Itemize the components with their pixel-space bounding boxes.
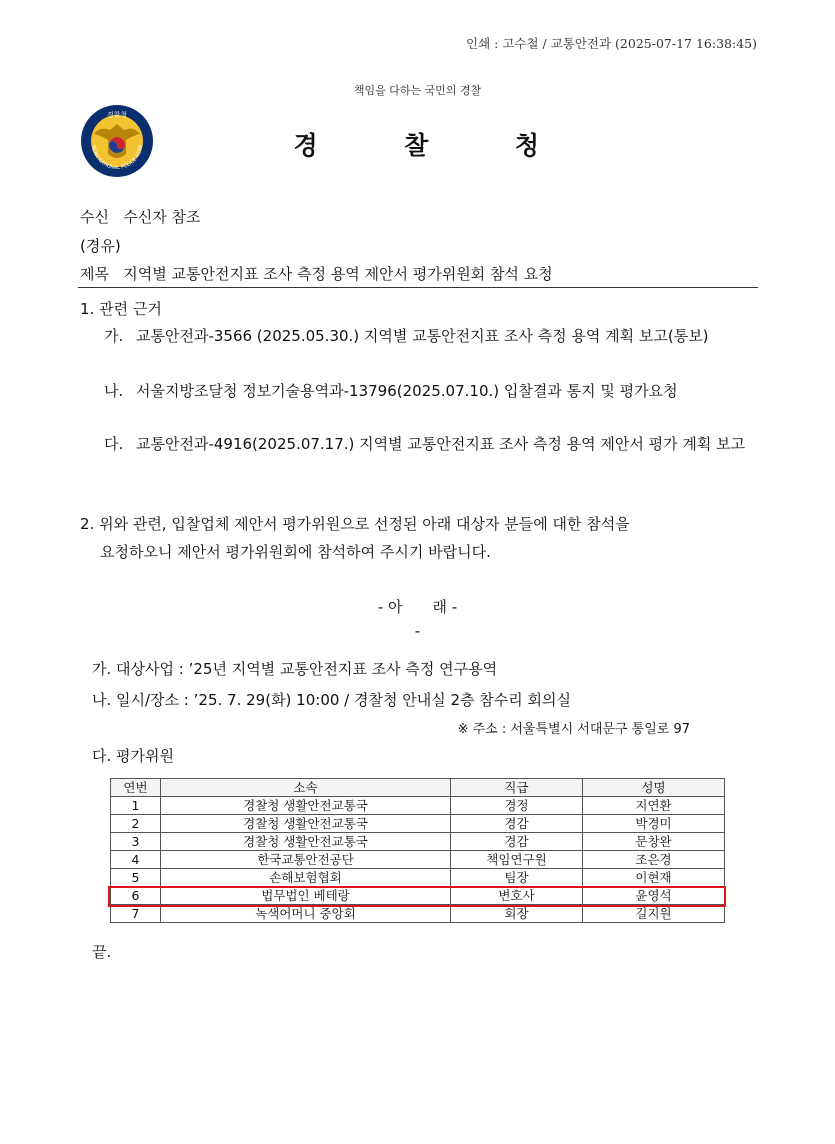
cell-name: 지연환 <box>583 797 725 815</box>
section2-line-2: 요청하오니 제안서 평가위원회에 참석하여 주시기 바랍니다. <box>100 543 491 561</box>
recipient-value: 수신자 참조 <box>123 208 201 226</box>
item-label: 나. <box>104 382 124 400</box>
section1-item-2 <box>104 377 764 405</box>
section1-title: 1. 관련 근거 <box>80 300 162 318</box>
item-label: 가. <box>104 327 124 345</box>
cell-number: 4 <box>111 851 161 869</box>
cell-position: 책임연구원 <box>451 851 583 869</box>
cell-position: 팀장 <box>451 869 583 887</box>
cell-position: 경감 <box>451 815 583 833</box>
header-number: 연번 <box>111 779 161 797</box>
cell-affiliation: 한국교통안전공단 <box>161 851 451 869</box>
print-info: 인쇄 : 고수철 / 교통안전과 (2025-07-17 16:38:45) <box>466 36 757 51</box>
table-row <box>111 797 725 815</box>
table-header-row <box>111 779 725 797</box>
agency-char-1: 경 <box>293 131 321 160</box>
cell-name: 박경미 <box>583 815 725 833</box>
committee-label: 다. 평가위원 <box>92 747 174 765</box>
below-dash: - <box>414 622 421 640</box>
cell-affiliation: 법무법인 베테랑 <box>161 887 451 905</box>
address-note: ※ 주소 : 서울특별시 서대문구 통일로 97 <box>457 722 690 737</box>
cell-position: 회장 <box>451 905 583 923</box>
section1-item-1 <box>104 322 764 350</box>
row-highlight-box <box>108 886 726 907</box>
header-divider <box>78 287 758 288</box>
project-value: ’25년 지역별 교통안전지표 조사 측정 연구용역 <box>188 660 498 678</box>
below-title: - 아 래 - <box>377 598 458 616</box>
cell-name: 길지원 <box>583 905 725 923</box>
table-row <box>111 833 725 851</box>
table-row <box>111 815 725 833</box>
header-name: 성명 <box>583 779 725 797</box>
project-line <box>92 655 497 683</box>
cell-position: 경감 <box>451 833 583 851</box>
recipient-label: 수신 <box>80 208 109 226</box>
cell-position: 변호사 <box>451 887 583 905</box>
section2-line-1: 2. 위와 관련, 입찰업체 제안서 평가위원으로 선정된 아래 대상자 분들에 대한 참석을 <box>80 515 630 533</box>
cell-name: 조은경 <box>583 851 725 869</box>
subject-line <box>80 263 553 284</box>
logo-top-text: 경찰청 <box>106 111 128 119</box>
cell-name: 문창완 <box>583 833 725 851</box>
header-position: 직급 <box>451 779 583 797</box>
cell-affiliation: 경찰청 생활안전교통국 <box>161 833 451 851</box>
cell-number: 1 <box>111 797 161 815</box>
project-label: 가. 대상사업 : <box>92 660 184 678</box>
subject-value: 지역별 교통안전지표 조사 측정 용역 제안서 평가위원회 참석 요청 <box>123 265 553 283</box>
cell-number: 6 <box>111 887 161 905</box>
logo-ring-text: REAN NATIONAL POLICE AGEN <box>89 144 145 172</box>
subject-label: 제목 <box>80 265 109 283</box>
agency-char-2: 찰 <box>404 131 431 160</box>
header-affiliation: 소속 <box>161 779 451 797</box>
item-label: 다. <box>104 435 124 453</box>
cell-number: 2 <box>111 815 161 833</box>
slogan: 책임을 다하는 국민의 경찰 <box>353 84 482 97</box>
table-row <box>111 869 725 887</box>
table-row <box>111 905 725 923</box>
schedule-value: ’25. 7. 29(화) 10:00 / 경찰청 안내실 2층 참수리 회의실 <box>193 691 571 709</box>
cell-number: 3 <box>111 833 161 851</box>
schedule-label: 나. 일시/장소 : <box>92 691 189 709</box>
cell-number: 5 <box>111 869 161 887</box>
closing-text: 끝. <box>92 943 112 961</box>
cell-name: 이현재 <box>583 869 725 887</box>
section1-item-3 <box>104 430 764 458</box>
recipient-line <box>80 206 201 227</box>
item-text: 교통안전과-3566 (2025.05.30.) 지역별 교통안전지표 조사 측정 용역 계획 보고(통보) <box>136 327 709 345</box>
cell-affiliation: 녹색어머니 중앙회 <box>161 905 451 923</box>
item-text: 교통안전과-4916(2025.07.17.) 지역별 교통안전지표 조사 측정 용역 제안서 평가 계획 보고 <box>136 435 746 453</box>
table-row <box>111 851 725 869</box>
via-line: (경유) <box>80 237 121 255</box>
cell-affiliation: 경찰청 생활안전교통국 <box>161 815 451 833</box>
schedule-line <box>92 686 571 714</box>
item-text: 서울지방조달청 정보기술용역과-13796(2025.07.10.) 입찰결과 통지 및 평가요청 <box>136 382 678 400</box>
cell-affiliation: 손해보험협회 <box>161 869 451 887</box>
agency-title <box>0 126 835 162</box>
cell-position: 경정 <box>451 797 583 815</box>
agency-char-3: 청 <box>514 131 542 160</box>
cell-number: 7 <box>111 905 161 923</box>
cell-name: 윤영석 <box>583 887 725 905</box>
cell-affiliation: 경찰청 생활안전교통국 <box>161 797 451 815</box>
